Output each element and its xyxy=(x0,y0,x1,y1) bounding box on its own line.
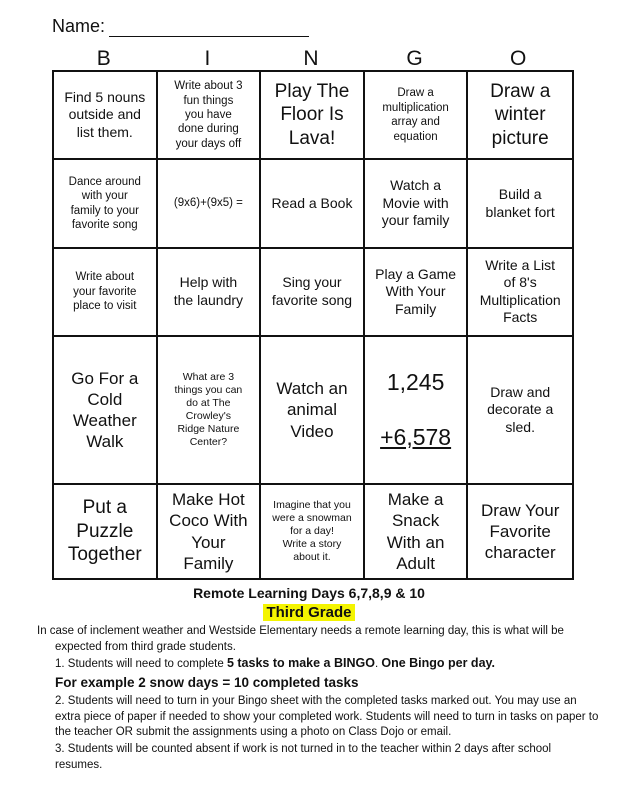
bingo-cell: Draw a multiplication array and equation xyxy=(365,72,469,160)
instruction-1 xyxy=(55,656,600,670)
letter-b: B xyxy=(96,47,111,70)
instruction-1-mid: . xyxy=(374,658,382,670)
instruction-3: 3. Students will be counted absent if work is not turned in to the teacher within 2 days after school resumes. xyxy=(55,743,552,771)
bingo-cell: Help with the laundry xyxy=(158,249,262,337)
letter-n: N xyxy=(303,47,319,70)
bingo-cell: (9x6)+(9x5) = xyxy=(158,160,262,248)
remote-learning-title: Remote Learning Days 6,7,8,9 & 10 xyxy=(193,585,425,601)
bingo-letters xyxy=(52,47,570,71)
letter-g: G xyxy=(406,47,423,70)
instruction-1-prefix: 1. Students will need to complete xyxy=(55,658,227,670)
bingo-grid xyxy=(52,70,574,580)
bingo-cell: Dance around with your family to your favorite song xyxy=(54,160,158,248)
bingo-cell: Watch an animal Video xyxy=(261,337,365,485)
intro-line-1: In case of inclement weather and Westside Elementary needs a remote learning day, this is what will be xyxy=(37,625,564,637)
bingo-cell: What are 3 things you can do at The Crowley's Ridge Nature Center? xyxy=(158,337,262,485)
bingo-cell: Read a Book xyxy=(261,160,365,248)
bingo-cell: Write a List of 8's Multiplication Facts xyxy=(468,249,572,337)
bingo-cell: Write about 3 fun things you have done during your days off xyxy=(158,72,262,160)
name-field xyxy=(52,16,309,37)
bingo-cell: Put a Puzzle Together xyxy=(54,485,158,578)
math-bottom: +6,578 xyxy=(380,423,452,450)
bingo-cell: Build a blanket fort xyxy=(468,160,572,248)
letter-o: O xyxy=(510,47,527,70)
bingo-cell: Find 5 nouns outside and list them. xyxy=(54,72,158,160)
instruction-1-bold: 5 tasks to make a BINGO xyxy=(226,656,375,670)
grade-label: Third Grade xyxy=(263,604,354,621)
bingo-cell: Imagine that you were a snowman for a day! Write a story about it. xyxy=(261,485,365,578)
bingo-cell: Make a Snack With an Adult xyxy=(365,485,469,578)
bingo-cell: Sing your favorite song xyxy=(261,249,365,337)
example-text: For example 2 snow days = 10 completed tasks xyxy=(55,675,359,690)
name-label: Name: xyxy=(52,16,106,36)
bingo-cell: Draw and decorate a sled. xyxy=(468,337,572,485)
bingo-cell-math xyxy=(365,337,469,485)
bingo-cell: Draw a winter picture xyxy=(468,72,572,160)
instruction-2: 2. Students will need to turn in your Bingo sheet with the completed tasks marked out. You may use an extra piece of paper if needed to show your completed work. Students will need to turn in tasks on paper to the teacher OR submit the assignments using a photo on Class Dojo or email. xyxy=(55,695,599,739)
instruction-1-bold-2: One Bingo per day. xyxy=(381,656,496,670)
bingo-cell: Make Hot Coco With Your Family xyxy=(158,485,262,578)
bingo-cell: Write about your favorite place to visit xyxy=(54,249,158,337)
bingo-cell: Watch a Movie with your family xyxy=(365,160,469,248)
math-top: 1,245 xyxy=(386,368,445,395)
grade-wrap xyxy=(0,604,618,622)
bingo-cell: Go For a Cold Weather Walk xyxy=(54,337,158,485)
intro-line-2: expected from third grade students. xyxy=(55,640,236,653)
bingo-cell: Play The Floor Is Lava! xyxy=(261,72,365,160)
bingo-cell: Draw Your Favorite character xyxy=(480,500,560,563)
name-blank-line xyxy=(109,20,309,37)
letter-i: I xyxy=(204,47,211,70)
intro-text xyxy=(37,624,597,655)
bingo-cell: Play a Game With Your Family xyxy=(365,249,469,337)
